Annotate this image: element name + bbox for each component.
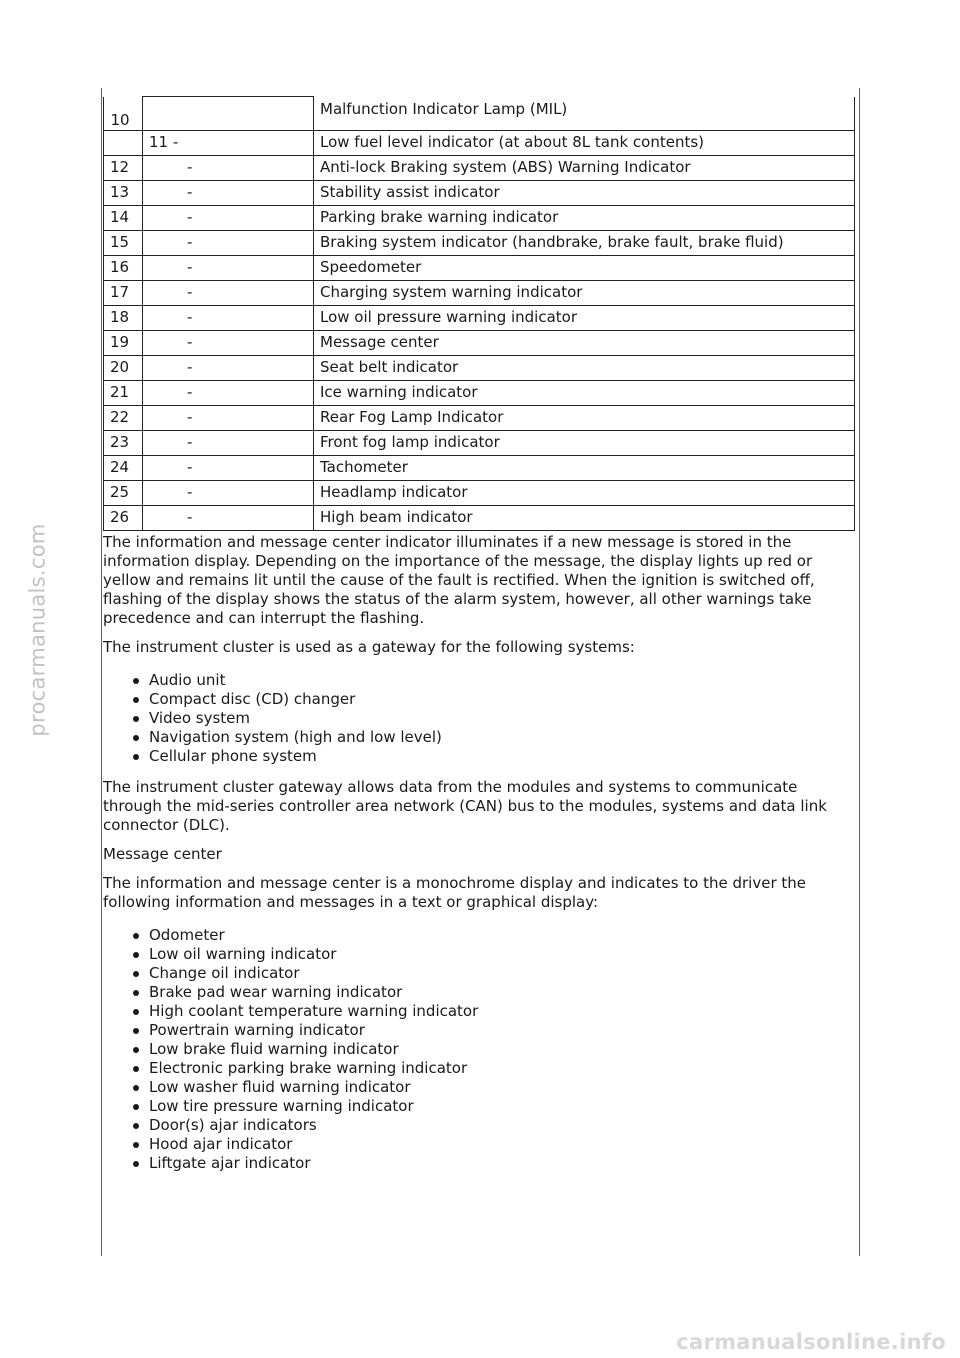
- table-cell-dash: -: [143, 180, 314, 205]
- list-item: [129, 709, 855, 728]
- paragraph-message-center-intro: The information and message center indicator illuminates if a new message is stored in the information display. Depending on the importance of the message, the display lights up red or yellow and remains lit until the cause of the fault is rectified. When the ignition is switched off, flashing of the display shows the status of the alarm system, however, all other warnings take precedence and can interrupt the flashing.: [103, 532, 815, 627]
- table-row: [104, 130, 855, 155]
- table-cell-dash: -: [143, 255, 314, 280]
- list-item-text: Odometer: [149, 925, 225, 944]
- table-cell-dash: -: [143, 430, 314, 455]
- list-item-text: Low oil warning indicator: [149, 944, 337, 963]
- list-item: [129, 983, 855, 1002]
- table-cell-desc: Low fuel level indicator (at about 8L tank contents): [314, 130, 855, 155]
- table-cell-num: 21: [104, 380, 143, 405]
- paragraph-message-center-description: The information and message center is a monochrome display and indicates to the driver the following information and messages in a text or graphical display:: [103, 873, 807, 911]
- table-cell-num: 20: [104, 355, 143, 380]
- table-cell-num: [104, 130, 143, 155]
- list-item-text: Low brake fluid warning indicator: [149, 1039, 399, 1058]
- bullet-icon: [133, 1047, 139, 1053]
- table-cell-dash: -: [143, 455, 314, 480]
- bullet-icon: [133, 697, 139, 703]
- list-item-text: Hood ajar indicator: [149, 1134, 293, 1153]
- list-item: [129, 1059, 855, 1078]
- table-row: [104, 155, 855, 180]
- table-row: [104, 230, 855, 255]
- table-cell-num: 18: [104, 305, 143, 330]
- table-cell-dash: -: [143, 155, 314, 180]
- table-cell-num: 25: [104, 480, 143, 505]
- list-item: [129, 926, 855, 945]
- table-cell-desc: Message center: [314, 330, 855, 355]
- table-cell-desc: Speedometer: [314, 255, 855, 280]
- table-cell-num: 10: [104, 97, 143, 131]
- bottom-watermark: carmanualsonline.info: [676, 1330, 946, 1354]
- indicator-table: [103, 96, 855, 531]
- table-row: [104, 205, 855, 230]
- table-cell-desc: Rear Fog Lamp Indicator: [314, 405, 855, 430]
- table-cell-num: 14: [104, 205, 143, 230]
- table-cell-desc: Low oil pressure warning indicator: [314, 305, 855, 330]
- list-item: [129, 671, 855, 690]
- table-cell-dash: [143, 97, 314, 131]
- table-cell-desc: Malfunction Indicator Lamp (MIL): [314, 97, 855, 131]
- bullet-icon: [133, 933, 139, 939]
- bullet-icon: [133, 1123, 139, 1129]
- table-row: [104, 455, 855, 480]
- table-cell-desc: Headlamp indicator: [314, 480, 855, 505]
- bullet-icon: [133, 754, 139, 760]
- list-item: [129, 964, 855, 983]
- table-cell-desc: Charging system warning indicator: [314, 280, 855, 305]
- bullet-icon: [133, 735, 139, 741]
- table-row: [104, 480, 855, 505]
- list-item-text: Low tire pressure warning indicator: [149, 1096, 414, 1115]
- list-item: [129, 690, 855, 709]
- list-item: [129, 728, 855, 747]
- gateway-systems-list: [103, 671, 855, 766]
- table-cell-desc: Tachometer: [314, 455, 855, 480]
- bullet-icon: [133, 1028, 139, 1034]
- table-cell-num: 23: [104, 430, 143, 455]
- paragraph-gateway-description: The instrument cluster gateway allows data from the modules and systems to communicate through the mid-series controller area network (CAN) bus to the modules, systems and data link connector (DLC).: [103, 777, 827, 834]
- table-cell-num: 15: [104, 230, 143, 255]
- table-cell-num: 24: [104, 455, 143, 480]
- table-row: [104, 180, 855, 205]
- table-cell-dash: -: [143, 305, 314, 330]
- page-content: [103, 96, 855, 1185]
- bullet-icon: [133, 952, 139, 958]
- list-item-text: High coolant temperature warning indicator: [149, 1001, 479, 1020]
- list-item-text: Compact disc (CD) changer: [149, 689, 356, 708]
- list-item-text: Powertrain warning indicator: [149, 1020, 365, 1039]
- table-row: [104, 380, 855, 405]
- table-cell-desc: Parking brake warning indicator: [314, 205, 855, 230]
- bullet-icon: [133, 1142, 139, 1148]
- list-item-text: Door(s) ajar indicators: [149, 1115, 317, 1134]
- table-row: [104, 255, 855, 280]
- table-row: [104, 330, 855, 355]
- list-item-text: Brake pad wear warning indicator: [149, 982, 403, 1001]
- list-item-text: Audio unit: [149, 670, 226, 689]
- bullet-icon: [133, 1066, 139, 1072]
- table-cell-num: 19: [104, 330, 143, 355]
- table-cell-dash: 11 -: [143, 130, 314, 155]
- table-cell-desc: Front fog lamp indicator: [314, 430, 855, 455]
- list-item: [129, 1097, 855, 1116]
- table-cell-num: 17: [104, 280, 143, 305]
- bullet-icon: [133, 716, 139, 722]
- list-item-text: Liftgate ajar indicator: [149, 1153, 311, 1172]
- table-cell-desc: Ice warning indicator: [314, 380, 855, 405]
- table-cell-desc: Braking system indicator (handbrake, brake fault, brake fluid): [314, 230, 855, 255]
- side-watermark: procarmanuals.com: [25, 523, 50, 737]
- bullet-icon: [133, 990, 139, 996]
- table-cell-num: 22: [104, 405, 143, 430]
- list-item: [129, 1135, 855, 1154]
- page-frame-right: [859, 88, 860, 1256]
- table-cell-num: 12: [104, 155, 143, 180]
- table-cell-dash: -: [143, 380, 314, 405]
- table-cell-dash: -: [143, 480, 314, 505]
- table-cell-num: 16: [104, 255, 143, 280]
- bullet-icon: [133, 1085, 139, 1091]
- table-cell-desc: Stability assist indicator: [314, 180, 855, 205]
- list-item-text: Low washer fluid warning indicator: [149, 1077, 411, 1096]
- table-cell-dash: -: [143, 405, 314, 430]
- list-item: [129, 1154, 855, 1173]
- bullet-icon: [133, 678, 139, 684]
- bullet-icon: [133, 1009, 139, 1015]
- list-item-text: Cellular phone system: [149, 746, 317, 765]
- table-cell-desc: Anti-lock Braking system (ABS) Warning Indicator: [314, 155, 855, 180]
- list-item: [129, 1040, 855, 1059]
- list-item-text: Video system: [149, 708, 251, 727]
- table-row: [104, 405, 855, 430]
- bullet-icon: [133, 1161, 139, 1167]
- list-item-text: Electronic parking brake warning indicator: [149, 1058, 468, 1077]
- table-row: [104, 430, 855, 455]
- section-heading-message-center: Message center: [103, 844, 222, 863]
- list-item: [129, 1078, 855, 1097]
- table-cell-dash: -: [143, 505, 314, 530]
- paragraph-gateway-intro: The instrument cluster is used as a gateway for the following systems:: [103, 637, 635, 656]
- list-item-text: Change oil indicator: [149, 963, 300, 982]
- list-item-text: Navigation system (high and low level): [149, 727, 442, 746]
- table-cell-dash: -: [143, 205, 314, 230]
- table-row: [104, 505, 855, 530]
- list-item: [129, 1116, 855, 1135]
- table-cell-dash: -: [143, 355, 314, 380]
- list-item: [129, 1021, 855, 1040]
- table-cell-desc: High beam indicator: [314, 505, 855, 530]
- page-frame-left: [101, 88, 102, 1256]
- table-cell-num: 13: [104, 180, 143, 205]
- bullet-icon: [133, 1104, 139, 1110]
- table-row: [104, 305, 855, 330]
- list-item: [129, 945, 855, 964]
- table-row: [104, 97, 855, 131]
- table-cell-num: 26: [104, 505, 143, 530]
- message-center-list: [103, 926, 855, 1173]
- table-row: [104, 280, 855, 305]
- table-cell-dash: -: [143, 280, 314, 305]
- table-cell-desc: Seat belt indicator: [314, 355, 855, 380]
- list-item: [129, 1002, 855, 1021]
- table-row: [104, 355, 855, 380]
- list-item: [129, 747, 855, 766]
- table-cell-dash: -: [143, 330, 314, 355]
- table-cell-dash: -: [143, 230, 314, 255]
- bullet-icon: [133, 971, 139, 977]
